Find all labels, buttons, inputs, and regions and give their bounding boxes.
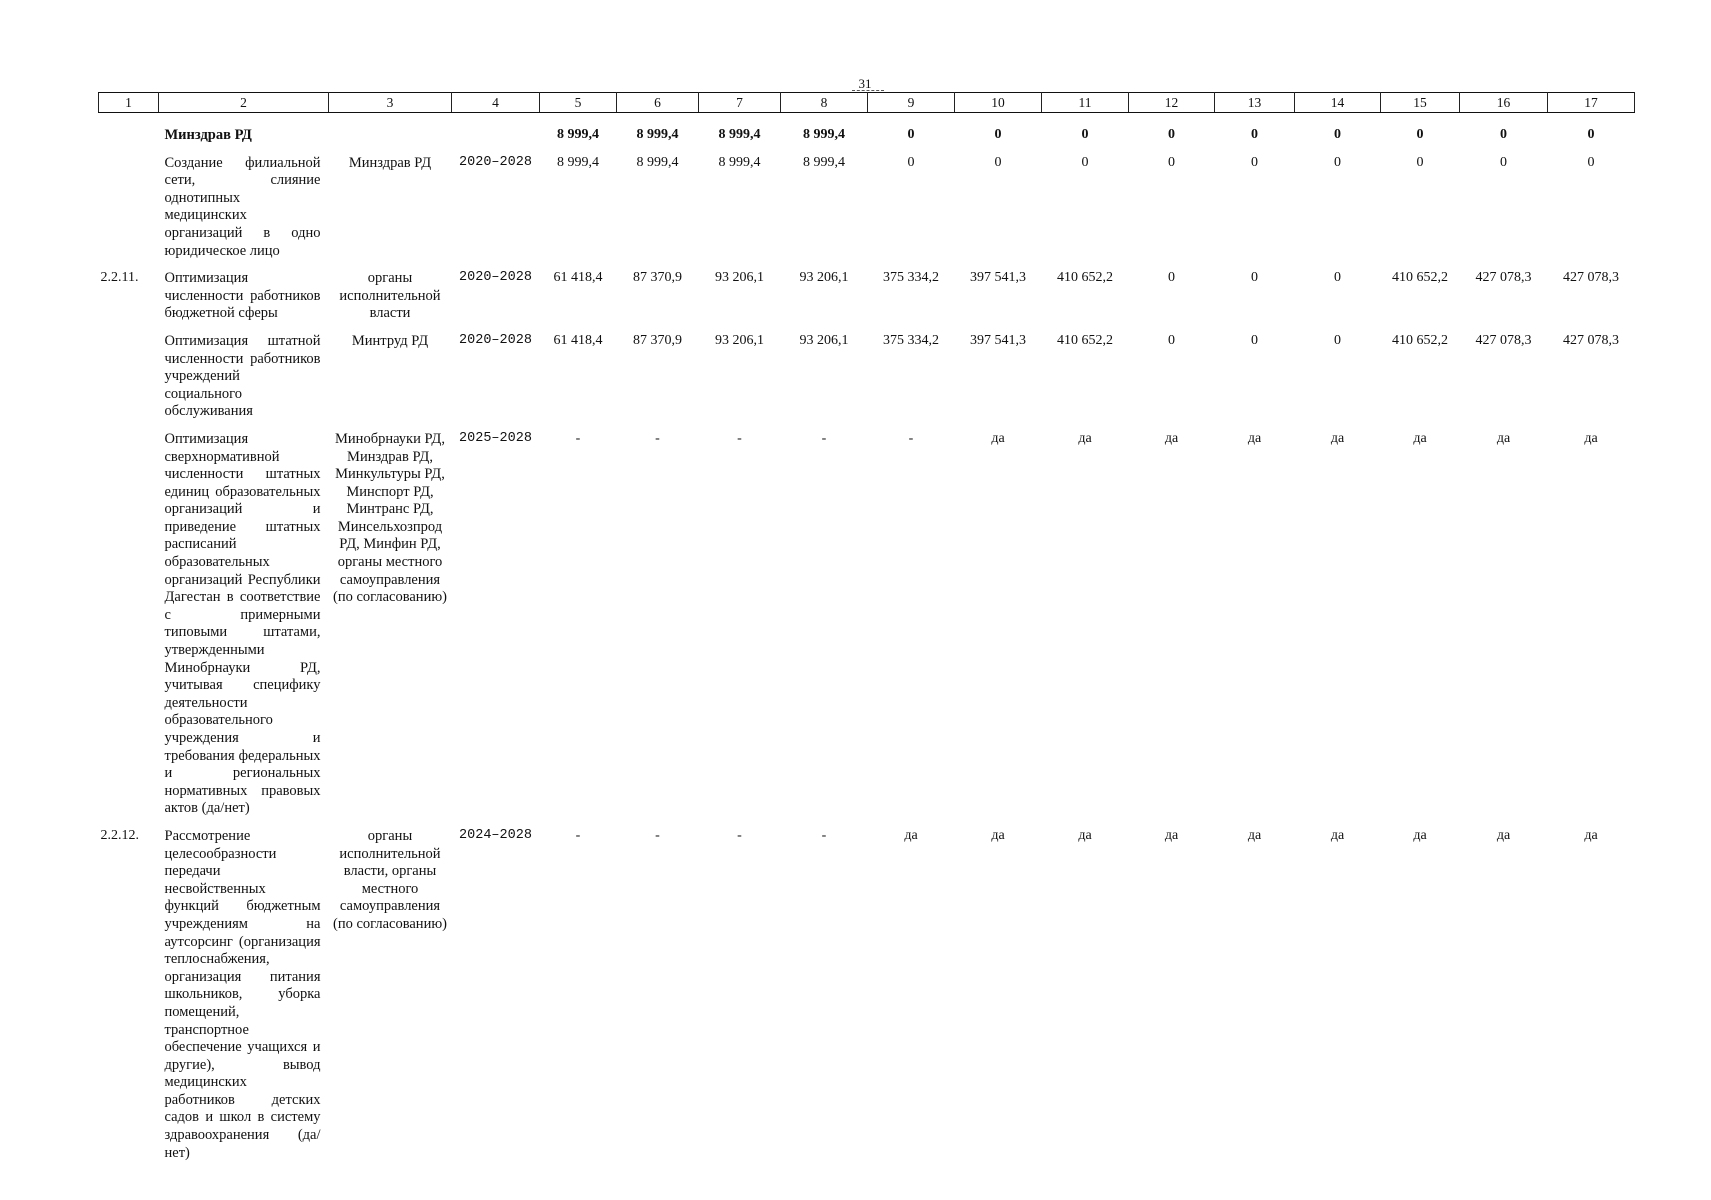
- value-col-16: 0: [1500, 127, 1507, 142]
- executor: [329, 113, 452, 145]
- value-col-13: 0: [1251, 270, 1258, 286]
- value-col-12: да: [1164, 430, 1179, 446]
- value-col-17: да: [1584, 430, 1598, 446]
- column-header-5: 5: [540, 93, 617, 113]
- measure-name: Рассмотрение целесообразности передачи несвойственных функций бюджетным учреждениям на аутсорсинг (организация теплоснабжения, организация питания школьников, уборка помещений, транспортное обеспечение учащихся и другие), вывод медицинских работников детских садов и школ в систему здравоохранения (да/нет): [164, 827, 321, 1161]
- executor: органы исполнительной власти, органы местного самоуправления (по согласованию): [333, 827, 447, 932]
- value-col-15: да: [1413, 827, 1427, 843]
- value-col-8: -: [821, 827, 827, 843]
- value-col-13: 0: [1251, 332, 1258, 348]
- value-col-13: да: [1247, 827, 1262, 843]
- column-header-13: 13: [1215, 93, 1295, 113]
- table-header: [99, 93, 1635, 113]
- value-col-11: да: [1078, 430, 1092, 446]
- row-number: 2.2.11.: [100, 270, 139, 286]
- value-col-12: 0: [1168, 154, 1175, 170]
- executor: Минтруд РД: [351, 332, 429, 349]
- value-col-10: да: [991, 827, 1005, 843]
- value-col-17: 0: [1587, 127, 1595, 142]
- period: 2020–2028: [459, 270, 532, 286]
- value-col-7: -: [737, 827, 742, 843]
- executor: органы исполнительной власти: [339, 270, 441, 322]
- value-col-16: 0: [1500, 154, 1507, 170]
- value-col-12: да: [1164, 827, 1179, 843]
- value-col-12: 0: [1168, 270, 1175, 286]
- value-col-6: 8 999,4: [636, 154, 679, 170]
- table-row: [99, 421, 1635, 818]
- value-col-8: 8 999,4: [803, 127, 845, 142]
- value-col-15: 410 652,2: [1392, 270, 1448, 286]
- column-header-11: 11: [1042, 93, 1129, 113]
- value-col-13: да: [1247, 430, 1262, 446]
- column-header-7: 7: [699, 93, 781, 113]
- column-header-8: 8: [781, 93, 868, 113]
- value-col-12: 0: [1168, 127, 1175, 142]
- value-col-17: 0: [1587, 154, 1595, 170]
- value-col-11: 410 652,2: [1057, 270, 1113, 286]
- executor: Минобрнауки РД, Минздрав РД, Минкультуры РД, Минспорт РД, Минтранс РД, Минсельхозпрод РД, Минфин РД, органы местного самоуправления (по согласованию): [333, 430, 447, 606]
- column-header-14: 14: [1295, 93, 1381, 113]
- table-row: [99, 818, 1635, 1162]
- measure-name: Создание филиальной сети, слияние однотипных медицинских организаций в одно юридическое лицо: [164, 154, 321, 259]
- value-col-6: -: [655, 430, 660, 446]
- table-row: [99, 260, 1635, 323]
- value-col-13: 0: [1251, 127, 1258, 142]
- column-header-15: 15: [1381, 93, 1460, 113]
- value-col-11: 0: [1081, 127, 1089, 142]
- value-col-12: 0: [1168, 332, 1175, 348]
- row-number: [99, 421, 159, 818]
- value-col-5: 61 418,4: [553, 270, 603, 286]
- column-header-4: 4: [452, 93, 540, 113]
- value-col-15: 410 652,2: [1392, 332, 1448, 348]
- value-col-6: 87 370,9: [633, 270, 682, 286]
- column-header-1: 1: [99, 93, 159, 113]
- table-row: [99, 145, 1635, 261]
- value-col-13: 0: [1251, 154, 1258, 170]
- value-col-14: да: [1330, 430, 1345, 446]
- value-col-10: 0: [994, 154, 1002, 170]
- period: [452, 113, 540, 145]
- measure-name: Минздрав РД: [164, 127, 252, 143]
- program-table: [98, 92, 1635, 1162]
- value-col-5: -: [575, 827, 581, 843]
- column-header-6: 6: [617, 93, 699, 113]
- value-col-10: да: [991, 430, 1005, 446]
- value-col-17: да: [1584, 827, 1598, 843]
- value-col-8: 93 206,1: [799, 270, 849, 286]
- value-col-11: 410 652,2: [1057, 332, 1113, 348]
- table-row: [99, 323, 1635, 421]
- value-col-9: 0: [907, 154, 915, 170]
- column-header-17: 17: [1548, 93, 1635, 113]
- row-number: [99, 113, 159, 145]
- value-col-7: 8 999,4: [718, 154, 761, 170]
- value-col-11: 0: [1081, 154, 1089, 170]
- value-col-6: 87 370,9: [633, 332, 682, 348]
- value-col-14: да: [1330, 827, 1345, 843]
- value-col-16: 427 078,3: [1475, 270, 1532, 286]
- column-header-16: 16: [1460, 93, 1548, 113]
- value-col-5: 61 418,4: [553, 332, 603, 348]
- table-row: [99, 113, 1635, 145]
- row-number: 2.2.12.: [100, 827, 139, 843]
- header-row: [99, 93, 1635, 113]
- page-number: 31: [850, 76, 880, 92]
- value-col-16: да: [1496, 430, 1511, 446]
- value-col-16: 427 078,3: [1475, 332, 1532, 348]
- value-col-10: 397 541,3: [970, 270, 1026, 286]
- measure-name: Оптимизация штатной численности работников учреждений социального обслуживания: [164, 332, 321, 420]
- value-col-9: да: [904, 827, 918, 843]
- value-col-9: 375 334,2: [883, 270, 939, 286]
- value-col-6: -: [655, 827, 660, 843]
- value-col-14: 0: [1334, 332, 1341, 348]
- value-col-8: 93 206,1: [799, 332, 849, 348]
- value-col-15: 0: [1416, 154, 1424, 170]
- value-col-9: 375 334,2: [883, 332, 939, 348]
- value-col-15: да: [1413, 430, 1427, 446]
- value-col-11: да: [1078, 827, 1092, 843]
- value-col-5: 8 999,4: [557, 154, 599, 170]
- value-col-7: 93 206,1: [715, 270, 764, 286]
- value-col-14: 0: [1334, 270, 1341, 286]
- value-col-7: 8 999,4: [718, 127, 761, 142]
- table-body: [99, 113, 1635, 1163]
- value-col-17: 427 078,3: [1563, 270, 1619, 286]
- period: 2024–2028: [459, 827, 532, 843]
- value-col-15: 0: [1416, 127, 1424, 142]
- period: 2025–2028: [459, 430, 532, 446]
- period: 2020–2028: [459, 332, 532, 348]
- value-col-9: 0: [907, 127, 915, 142]
- value-col-10: 0: [994, 127, 1002, 142]
- column-header-10: 10: [955, 93, 1042, 113]
- value-col-10: 397 541,3: [970, 332, 1026, 348]
- row-number: [99, 323, 159, 421]
- value-col-8: 8 999,4: [803, 154, 845, 170]
- column-header-3: 3: [329, 93, 452, 113]
- executor: Минздрав РД: [348, 154, 432, 171]
- value-col-14: 0: [1334, 127, 1341, 142]
- column-header-9: 9: [868, 93, 955, 113]
- value-col-17: 427 078,3: [1563, 332, 1619, 348]
- column-header-2: 2: [159, 93, 329, 113]
- value-col-8: -: [821, 430, 827, 446]
- value-col-14: 0: [1334, 154, 1341, 170]
- measure-name: Оптимизация численности работников бюджетной сферы: [164, 270, 321, 322]
- row-number: [99, 145, 159, 261]
- value-col-7: 93 206,1: [715, 332, 764, 348]
- measure-name: Оптимизация сверхнормативной численности штатных единиц образовательных организаций и приведение штатных расписаний образовательных организаций Республики Дагестан в соответствие с примерными типовыми штатами, утвержденными Минобрнауки РД, учитывая специфику деятельности образовательного учреждения и требования федеральных и региональных нормативных правовых актов (да/нет): [164, 430, 321, 817]
- value-col-5: 8 999,4: [557, 127, 599, 142]
- period: 2020–2028: [459, 154, 532, 170]
- value-col-7: -: [737, 430, 742, 446]
- value-col-9: -: [908, 430, 914, 446]
- column-header-12: 12: [1129, 93, 1215, 113]
- value-col-6: 8 999,4: [636, 127, 679, 142]
- value-col-5: -: [575, 430, 581, 446]
- value-col-16: да: [1496, 827, 1511, 843]
